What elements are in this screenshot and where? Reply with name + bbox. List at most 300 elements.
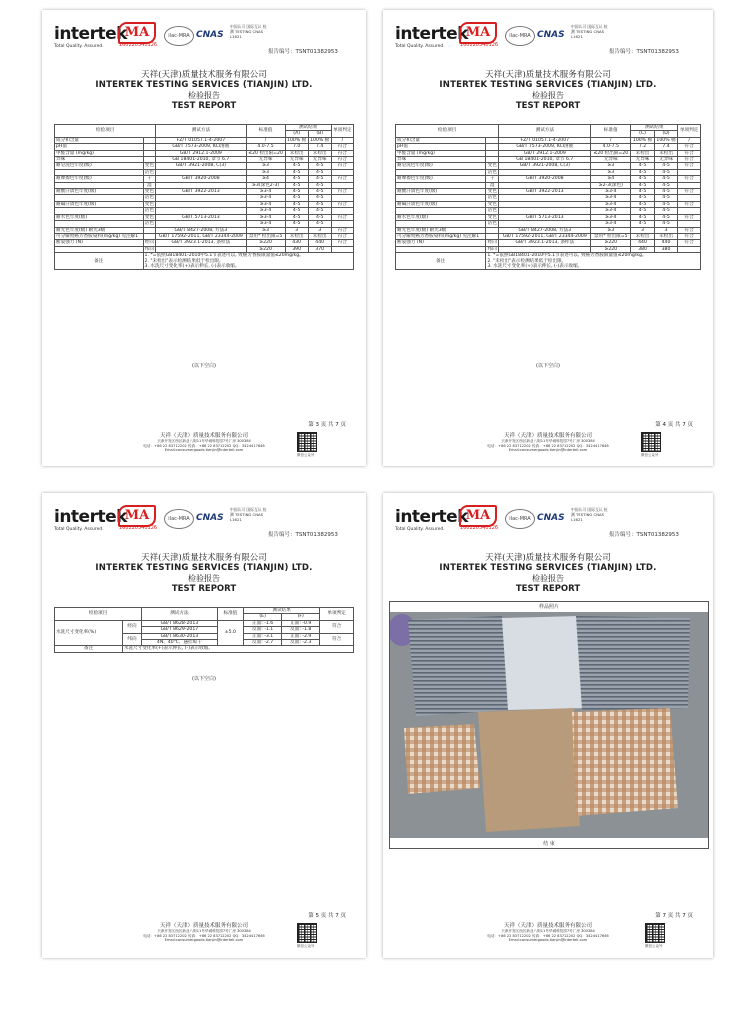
table-cell: 符合	[331, 214, 353, 220]
table-cell: GB/T 5713-2013	[499, 214, 591, 220]
header-cell: 单项判定	[678, 125, 701, 138]
result-cell: 正面: -3.1	[244, 633, 282, 639]
table-cell: 可分解致癌芳香胺染料(mg/kg) 见注解1	[55, 233, 144, 239]
ma-certification-logo: MA 160220340126	[455, 505, 499, 531]
report-header: intertek Total Quality. Assured. MA 160220340126 ilac-MRA CNAS 中国认可 国际互认 检测 TESTING CNAS L1621 报告编号：TSNT01382953	[54, 507, 338, 538]
table-cell: 禁用* 检出限=5	[591, 233, 631, 239]
table-cell: 100% 棉	[310, 137, 330, 143]
table-cell: 370	[308, 246, 331, 252]
notes-cell	[486, 253, 701, 270]
header-cell: 测试结果	[285, 125, 331, 131]
method-cell: 4N、40℃、悬挂晾干	[142, 640, 218, 646]
table-cell: 可分解致癌芳香胺染料(mg/kg) 见注解1	[396, 233, 486, 239]
table-cell: GB/T 3923.1-2013, 条样法	[156, 240, 246, 246]
table-cell: 100% 棉	[631, 137, 655, 143]
report-titles: 天祥(天津)质量技术服务有限公司 INTERTEK TESTING SERVICES (TIANJIN) LTD. 检验报告 TEST REPORT	[95, 70, 313, 111]
table-cell: 4-5	[285, 201, 308, 207]
table-cell: 4.0-7.5	[246, 144, 285, 150]
report-titles: 天祥(天津)质量技术服务有限公司 INTERTEK TESTING SERVICES (TIANJIN) LTD. 检验报告 TEST REPORT	[95, 553, 313, 594]
notes-cell: 水洗尺寸变化率(+)表示伸长, (-)表示收缩。	[122, 646, 353, 652]
table-cell: 4-5	[308, 221, 331, 227]
method-cell: GB/T 8629-2017	[142, 627, 218, 633]
table-cell: 耐酸汗渍色牢度(级)	[396, 189, 486, 195]
test-results-table	[395, 124, 701, 270]
table-cell: 4-5	[631, 176, 655, 182]
table-cell: 7.2	[631, 144, 655, 150]
table-cell: 沾色	[144, 221, 154, 227]
table-cell: ≥3-4	[591, 214, 631, 220]
table-cell: 符合	[678, 240, 701, 246]
table-cell: GB/T 3921-2008, C(3)	[156, 163, 246, 169]
table-cell: 符合	[331, 240, 353, 246]
cnas-logo: CNAS	[196, 513, 224, 523]
cnas-text: 中国认可 国际互认 检测 TESTING CNAS L1621	[230, 24, 267, 39]
table-cell: 耐光色牢度(级) 耐光3级	[55, 227, 144, 233]
page-number: 第 5 页 共 7 页	[308, 913, 346, 919]
table-cell: ≥3	[591, 169, 631, 175]
table-cell: GB/T 3922-2013	[499, 189, 591, 195]
table-header-row	[396, 125, 701, 131]
table-cell: 无异味	[285, 157, 308, 163]
table-cell: 未检出	[654, 233, 678, 239]
table-cell: 未检出	[308, 233, 331, 239]
table-cell: ≥2-3(深色)	[591, 182, 631, 188]
table-cell: FZ/T 01057.1-4-2007	[499, 137, 591, 143]
table-cell: 变色	[144, 189, 154, 195]
ma-certification-logo: MA 160220340126	[455, 22, 499, 48]
table-cell: GB/T 3923.1-2013, 条样法	[499, 240, 591, 246]
table-cell: 4-5	[308, 176, 331, 182]
table-cell: 成分和含量	[55, 137, 144, 143]
blank-note: (以下空白)	[536, 363, 560, 369]
table-cell: 未检出	[285, 233, 308, 239]
report-page-7: intertek Total Quality. Assured. MA 160220340126 ilac-MRA CNAS 中国认可 国际互认 检测 TESTING CNAS L1621 报告编号：TSNT01382953 天祥(天津)质量技术服务有限公司 INTERTEK TESTING SERVICES (TIANJIN) LTD. 检验报告 TEST REPORT 样品照片 结 束 第 7 页 共 7 页 天祥（天津）质量技术服务有限公司 天津开发区西区新业八街11号华诚科技园7号厂房 300384 电话：+86 22 83712202 传真：+86 22 83712202 QQ：3424417646 Email:consumergoods.tianjin@intertek.com 微信公众号	[383, 493, 713, 958]
table-cell: 4-5	[308, 195, 331, 201]
table-cell: 4-5	[308, 208, 331, 214]
note-line: 3. 水洗尺寸变化率(+)表示伸长, (-)表示收缩。	[144, 263, 240, 269]
table-cell: 无异味	[246, 157, 285, 163]
direction-cell: 纬向	[122, 633, 141, 646]
table-cell: 4-5	[654, 208, 678, 214]
table-cell: ≥3	[591, 163, 631, 169]
header-cell: 检验项目	[55, 608, 142, 621]
qr-code	[641, 432, 661, 452]
table-cell: 4-5	[654, 169, 678, 175]
table-cell: 沾色	[144, 169, 154, 175]
note-line: 3. 水洗尺寸变化率(+)表示伸长, (-)表示收缩。	[487, 263, 583, 269]
table-cell: 耐碱汗渍色牢度(级)	[396, 201, 486, 207]
table-cell: 耐皂洗色牢度(级)	[396, 163, 486, 169]
report-number: 报告编号：TSNT01382953	[609, 49, 679, 55]
table-cell: 4-5	[285, 189, 308, 195]
table-cell: ≥3	[591, 227, 631, 233]
table-cell: ≥3-4	[591, 195, 631, 201]
table-cell: 7.4	[308, 144, 331, 150]
ilac-mra-logo: ilac-MRA	[164, 26, 194, 46]
table-cell: 4-5	[631, 201, 655, 207]
table-cell: 禁用* 检出限=5	[246, 233, 285, 239]
table-cell: 4-5	[654, 221, 678, 227]
photo-caption: 结 束	[543, 841, 555, 847]
ilac-mra-logo: ilac-MRA	[505, 509, 535, 529]
table-cell: /	[678, 137, 701, 143]
table-cell: GB 18401-2010, 章节 6.7	[499, 157, 591, 163]
sample-header-cell: (B)	[308, 131, 331, 137]
photo-label: 样品照片	[538, 604, 559, 610]
header-cell: 检验项目	[396, 125, 499, 138]
header-cell: 检验项目	[55, 125, 156, 138]
table-cell: ≥220	[246, 246, 285, 252]
ma-certification-logo: MA 160220340126	[114, 505, 158, 531]
table-cell: GB/T 3920-2008	[156, 176, 246, 182]
table-cell: 4-5	[631, 214, 655, 220]
table-cell: 变色	[487, 189, 497, 195]
table-cell: GB 18401-2010, 章节 6.7	[156, 157, 246, 163]
table-cell: 符合	[678, 201, 701, 207]
table-cell: 4-5	[631, 221, 655, 227]
footer-company: 天祥（天津）质量技术服务有限公司	[159, 923, 248, 929]
table-cell: 沾色	[487, 195, 497, 201]
table-cell: 4-5	[654, 176, 678, 182]
table-cell: 符合	[678, 163, 701, 169]
header-cell: 测试结果	[631, 125, 678, 131]
table-cell: 4-5	[285, 214, 308, 220]
table-cell: 无异味	[654, 157, 678, 163]
table-cell: 440	[631, 240, 655, 246]
table-cell: GB/T 7573-2009, KCl溶液	[156, 144, 246, 150]
table-cell: ≥3-4	[591, 201, 631, 207]
table-cell: ≥3-4	[246, 214, 285, 220]
result-cell: 反面: -2.7	[244, 640, 282, 646]
blank-note: (以下空白)	[192, 676, 216, 682]
table-cell: ≥3	[246, 169, 285, 175]
notes-row	[55, 253, 354, 270]
note-line: 2. "未检出"表示检测结果低于检出限。	[487, 258, 567, 264]
item-cell: 水洗尺寸变化率(%)	[55, 620, 123, 646]
table-cell: 甲醛含量 (mg/kg)	[55, 150, 144, 156]
table-cell: 沾色	[144, 208, 154, 214]
table-cell: GB/T 17592-2011, GB/T 23344-2009	[499, 233, 591, 239]
result-cell: 反面: -1.1	[244, 627, 282, 633]
report-page-4: intertek Total Quality. Assured. MA 160220340126 ilac-MRA CNAS 中国认可 国际互认 检测 TESTING CNAS L1621 报告编号：TSNT01382953 天祥(天津)质量技术服务有限公司 INTERTEK TESTING SERVICES (TIANJIN) LTD. 检验报告 TEST REPORT 检验项目 测试方法 标准值 测试结果 单项判定 (C) (D) 成分和含量 FZ/T 01057.1-4-2007 / 100% 棉 100% 棉 / pH值 GB/T 7573-2009, KCl溶液 4.0-7.5 7.2 7.4 符合 甲醛含量 (mg/kg) GB/T 2912.1-2009 ≤20 检出限=20 未检出 未检出 符合 异味 GB 18401-2010, 章节 6.7 无异味 无异味 无异味 符合 耐皂洗色牢度(级) 变色 GB/T 3921-2008, C(3) ≥3 4-5 4-5 符合 沾色 ≥3 4-5 4-5 耐摩擦色牢度(级) 干 GB/T 3920-2008 ≥4 4-5 4-5 符合 湿 ≥2-3(深色) 4-5 4-5 耐酸汗渍色牢度(级) 变色 GB/T 3922-2013 ≥3-4 4-5 4-5 符合 沾色 ≥3-4 4-5 4-5 耐碱汗渍色牢度(级) 变色 ≥3-4 4-5 4-5 符合 沾色 ≥3-4 4-5 4-5 耐水色牢度(级) 变色 GB/T 5713-2013 ≥3-4 4-5 4-5 符合 沾色 ≥3-4 4-5 4-5 耐光色牢度(级) 耐光3级 GB/T 8427-2008, 方法3 ≥3 3 3 符合 可分解致癌芳香胺染料(mg/kg) 见注解1 GB/T 17592-2011, GB/T 23344-2009 禁用* 检出限=5 未检出 未检出 符合 断裂强力 (N) 经向 GB/T 3923.1-2013, 条样法 ≥220 440 440 符合 纬向 ≥220 380 380 备注 1. *=依照GB18401-2010中5.1节表述可以, 致癌芳香胺限量值≤20mg/kg。 2. "未检出"表示检测结果低于检出限。 3. 水洗尺寸变化率(+)表示伸长, (-)表示收缩。 (以下空白) 第 4 页 共 7 页 天祥（天津）质量技术服务有限公司 天津开发区西区新业八街11号华诚科技园7号厂房 300384 电话：+86 22 83712202 传真：+86 22 83712202 QQ：3424417646 Email:consumergoods.tianjin@intertek.com 微信公众号	[383, 10, 713, 466]
result-cell: 正面: -0.9	[282, 620, 320, 626]
table-cell: 3	[654, 227, 678, 233]
table-cell: 4-5	[285, 221, 308, 227]
table-cell: 未检出	[631, 150, 655, 156]
notes-cell	[143, 253, 353, 270]
footer-contacts: 天津开发区西区新业八街11号华诚科技园7号厂房 300384 电话：+86 22 83712202 传真：+86 22 83712202 QQ：3424417646 Email:consumergoods.tianjin@intertek.com	[487, 929, 609, 943]
header-cell: 单项判定	[331, 125, 353, 138]
intertek-logo: intertek	[395, 24, 468, 44]
table-cell: 4-5	[308, 169, 331, 175]
table-cell: 耐酸汗渍色牢度(级)	[55, 189, 144, 195]
table-cell: 经向	[144, 240, 154, 246]
sample-header-cell: (C)	[631, 131, 655, 137]
ilac-mra-logo: ilac-MRA	[505, 26, 535, 46]
table-cell: 4-5	[654, 201, 678, 207]
table-cell: GB/T 3920-2008	[499, 176, 591, 182]
table-cell: 干	[486, 176, 499, 182]
table-cell: ≥3-4	[591, 208, 631, 214]
shrinkage-table	[54, 607, 354, 653]
table-cell: 符合	[331, 157, 353, 163]
result-cell: 正面: -2.9	[282, 633, 320, 639]
table-cell: ≥3	[246, 227, 285, 233]
table-cell: 4-5	[285, 169, 308, 175]
table-cell: ≥3-4	[246, 201, 285, 207]
notes-row	[396, 253, 701, 270]
table-cell: 变色	[144, 163, 154, 169]
table-cell: 430	[285, 240, 308, 246]
table-cell: GB/T 2912.1-2009	[156, 150, 246, 156]
header-cell: 标准值	[591, 125, 631, 138]
header-cell: 标准值	[246, 125, 285, 138]
header-cell: 测试方法	[156, 125, 246, 138]
table-cell: 耐摩擦色牢度(级)	[55, 176, 144, 182]
header-cell: 测试方法	[142, 608, 218, 621]
table-cell: 符合	[331, 163, 353, 169]
fabric-samples-image	[390, 612, 708, 838]
qr-code	[297, 432, 317, 452]
header-cell: 标准值	[217, 608, 243, 621]
table-cell: 符合	[678, 233, 701, 239]
notes-label: 备注	[55, 646, 123, 652]
table-cell: 符合	[678, 189, 701, 195]
page-number: 第 7 页 共 7 页	[655, 913, 693, 919]
table-header-row	[55, 125, 354, 131]
table-cell: 4-5	[308, 182, 331, 188]
table-cell: 变色	[487, 214, 497, 220]
note-line: 1. *=依照GB18401-2010中5.1节表述可以, 致癌芳香胺限量值≤20mg/kg。	[487, 253, 647, 259]
intertek-tagline: Total Quality. Assured.	[54, 44, 104, 49]
standard-cell: ±5.0	[217, 620, 243, 646]
direction-cell: 经向	[122, 620, 141, 633]
table-cell: 符合	[331, 189, 353, 195]
table-cell: 符合	[678, 176, 701, 182]
table-cell: 4-5	[654, 195, 678, 201]
table-cell: 4-5	[308, 214, 331, 220]
cnas-logo: CNAS	[537, 30, 565, 40]
table-cell: GB/T 7573-2009, KCl溶液	[499, 144, 591, 150]
table-cell: 4-5	[654, 182, 678, 188]
table-cell: 4-5	[654, 189, 678, 195]
table-cell: ≥3(深色2-3)	[246, 182, 285, 188]
table-cell: 未检出	[285, 150, 308, 156]
cnas-logo: CNAS	[196, 30, 224, 40]
intertek-logo: intertek	[395, 507, 468, 527]
report-header: intertek Total Quality. Assured. MA 160220340126 ilac-MRA CNAS 中国认可 国际互认 检测 TESTING CNAS L1621 报告编号：TSNT01382953	[395, 24, 679, 55]
table-cell: 纬向	[487, 246, 497, 252]
table-cell: 符合	[331, 176, 353, 182]
table-cell: ≥3-4	[591, 221, 631, 227]
table-cell: 未检出	[308, 150, 331, 156]
table-cell: 耐水色牢度(级)	[55, 214, 144, 220]
notes-label: 备注	[55, 253, 144, 270]
table-cell: 变色	[487, 163, 497, 169]
sample-header-cell: (E)	[244, 614, 282, 620]
table-cell: ≥3	[246, 163, 285, 169]
table-cell: 纬向	[144, 246, 154, 252]
table-cell: 4.0-7.5	[591, 144, 631, 150]
table-cell: /	[591, 137, 631, 143]
table-cell: 4-5	[631, 195, 655, 201]
notes-label: 备注	[396, 253, 486, 270]
report-titles: 天祥(天津)质量技术服务有限公司 INTERTEK TESTING SERVICES (TIANJIN) LTD. 检验报告 TEST REPORT	[439, 70, 657, 111]
table-cell: ≤20 检出限=20	[246, 150, 285, 156]
report-number: 报告编号：TSNT01382953	[609, 532, 679, 538]
table-cell: ≥3-4	[591, 189, 631, 195]
report-titles: 天祥(天津)质量技术服务有限公司 INTERTEK TESTING SERVICES (TIANJIN) LTD. 检验报告 TEST REPORT	[439, 553, 657, 594]
page-number: 第 3 页 共 7 页	[308, 422, 346, 428]
table-cell: 符合	[331, 227, 353, 233]
header-cell: 测试结果	[244, 608, 320, 614]
table-cell: 390	[285, 246, 308, 252]
table-cell: 符合	[331, 144, 353, 150]
table-cell: ≥3-4	[246, 221, 285, 227]
footer-company: 天祥（天津）质量技术服务有限公司	[159, 433, 248, 439]
table-cell: 440	[308, 240, 331, 246]
qr-code	[645, 923, 665, 943]
footer-company: 天祥（天津）质量技术服务有限公司	[503, 923, 592, 929]
table-cell: /	[331, 137, 353, 143]
sample-header-cell: (F)	[282, 614, 320, 620]
sample-photo-frame	[389, 601, 709, 849]
table-cell: 4-5	[308, 189, 331, 195]
table-cell: 4-5	[285, 182, 308, 188]
table-cell: 380	[631, 246, 655, 252]
table-cell: GB/T 2912.1-2009	[499, 150, 591, 156]
report-page-3: intertek Total Quality. Assured. MA 160220340126 ilac-MRA CNAS 中国认可 国际互认 检测 TESTING CNAS L1621 报告编号：TSNT01382953 天祥(天津)质量技术服务有限公司 INTERTEK TESTING SERVICES (TIANJIN) LTD. 检验报告 TEST REPORT 检验项目 测试方法 标准值 测试结果 单项判定 (A) (B) 成分和含量 FZ/T 01057.1-4-2007 / 100% 棉 100% 棉 / pH值 GB/T 7573-2009, KCl溶液 4.0-7.5 7.0 7.4 符合 甲醛含量 (mg/kg) GB/T 2912.1-2009 ≤20 检出限=20 未检出 未检出 符合 异味 GB 18401-2010, 章节 6.7 无异味 无异味 无异味 符合 耐皂洗色牢度(级) 变色 GB/T 3921-2008, C(3) ≥3 4-5 4-5 符合 沾色 ≥3 4-5 4-5 耐摩擦色牢度(级) 干 GB/T 3920-2008 ≥4 4-5 4-5 符合 湿 ≥3(深色2-3) 4-5 4-5 耐酸汗渍色牢度(级) 变色 GB/T 3922-2013 ≥3-4 4-5 4-5 符合 沾色 ≥3-4 4-5 4-5 耐碱汗渍色牢度(级) 变色 ≥3-4 4-5 4-5 符合 沾色 ≥3-4 4-5 4-5 耐水色牢度(级) 变色 GB/T 5713-2013 ≥3-4 4-5 4-5 符合 沾色 ≥3-4 4-5 4-5 耐光色牢度(级) 耐光3级 GB/T 8427-2008, 方法3 ≥3 3 3 符合 可分解致癌芳香胺染料(mg/kg) 见注解1 GB/T 17592-2011, GB/T 23344-2009 禁用* 检出限=5 未检出 未检出 符合 断裂强力 (N) 经向 GB/T 3923.1-2013, 条样法 ≥220 430 440 符合 纬向 ≥220 390 370 备注 1. *=依照GB18401-2010中5.1节表述可以, 致癌芳香胺限量值≤20mg/kg。 2. "未检出"表示检测结果低于检出限。 3. 水洗尺寸变化率(+)表示伸长, (-)表示收缩。 (以下空白) 第 3 页 共 7 页 天祥（天津）质量技术服务有限公司 天津开发区西区新业八街11号华诚科技园7号厂房 300384 电话：+86 22 83712202 传真：+86 22 83712202 QQ：3424417646 Email:consumergoods.tianjin@intertek.com 微信公众号	[42, 10, 366, 466]
table-cell: ≥220	[591, 246, 631, 252]
table-cell: 符合	[678, 214, 701, 220]
table-cell: 断裂强力 (N)	[396, 240, 486, 246]
table-cell: 4-5	[631, 169, 655, 175]
table-cell: 耐皂洗色牢度(级)	[55, 163, 144, 169]
table-cell: 甲醛含量 (mg/kg)	[396, 150, 486, 156]
table-cell: 无异味	[591, 157, 631, 163]
table-cell: /	[246, 137, 285, 143]
table-cell: 3	[308, 227, 331, 233]
table-cell: ≥220	[591, 240, 631, 246]
table-cell: 4-5	[654, 163, 678, 169]
table-cell: 4-5	[285, 176, 308, 182]
report-header: intertek Total Quality. Assured. MA 160220340126 ilac-MRA CNAS 中国认可 国际互认 检测 TESTING CNAS L1621 报告编号：TSNT01382953	[395, 507, 679, 538]
table-cell: 符合	[678, 150, 701, 156]
intertek-logo: intertek	[54, 507, 127, 527]
ma-certification-logo: MA 160220340126	[114, 22, 158, 48]
report-page-5: intertek Total Quality. Assured. MA 160220340126 ilac-MRA CNAS 中国认可 国际互认 检测 TESTING CNAS L1621 报告编号：TSNT01382953 天祥(天津)质量技术服务有限公司 INTERTEK TESTING SERVICES (TIANJIN) LTD. 检验报告 TEST REPORT 检验项目 测试方法 标准值 测试结果 单项判定 (E) (F) 水洗尺寸变化率(%) 经向 GB/T 8628-2013 ±5.0 正面: -1.6 正面: -0.9 符合 GB/T 8629-2017 反面: -1.1 反面: -1.8 纬向 GB/T 8630-2013 正面: -3.1 正面: -2.9 符合 4N、40℃、悬挂晾干 反面: -2.7 反面: -2.3 备注 水洗尺寸变化率(+)表示伸长, (-)表示收缩。 (以下空白) 第 5 页 共 7 页 天祥（天津）质量技术服务有限公司 天津开发区西区新业八街11号华诚科技园7号厂房 300384 电话：+86 22 83712202 传真：+86 22 83712202 QQ：3424417646 Email:consumergoods.tianjin@intertek.com 微信公众号	[42, 493, 366, 958]
table-cell: 异味	[396, 157, 486, 163]
table-cell: 4-5	[308, 201, 331, 207]
result-cell: 反面: -2.3	[282, 640, 320, 646]
blank-note: (以下空白)	[192, 363, 216, 369]
verdict-cell: 符合	[320, 620, 354, 633]
table-cell: 沾色	[487, 169, 497, 175]
table-cell: 3	[631, 227, 655, 233]
table-cell: 无异味	[631, 157, 655, 163]
table-cell: 7.0	[285, 144, 308, 150]
report-number: 报告编号：TSNT01382953	[268, 49, 338, 55]
table-cell: ≥3-4	[246, 189, 285, 195]
result-cell: 反面: -1.8	[282, 627, 320, 633]
table-cell: 未检出	[631, 233, 655, 239]
table-cell: 沾色	[487, 221, 497, 227]
table-cell: GB/T 8427-2008, 方法3	[156, 227, 246, 233]
table-cell: 成分和含量	[396, 137, 486, 143]
table-cell: 符合	[678, 157, 701, 163]
footer-company: 天祥（天津）质量技术服务有限公司	[503, 433, 592, 439]
table-cell: 符合	[331, 150, 353, 156]
table-cell: 湿	[143, 182, 156, 188]
table-cell: GB/T 5713-2013	[156, 214, 246, 220]
table-cell: 380	[654, 246, 678, 252]
cnas-logo: CNAS	[537, 513, 565, 523]
table-cell: 干	[143, 176, 156, 182]
table-cell: ≥220	[246, 240, 285, 246]
table-cell: 异味	[55, 157, 144, 163]
table-cell: 耐水色牢度(级)	[396, 214, 486, 220]
table-cell: 符合	[678, 144, 701, 150]
report-header	[54, 22, 354, 56]
table-cell: GB/T 8427-2008, 方法3	[499, 227, 591, 233]
page-number: 第 4 页 共 7 页	[655, 422, 693, 428]
table-cell: GB/T 3921-2008, C(3)	[499, 163, 591, 169]
table-cell: pH值	[55, 144, 144, 150]
table-cell: 符合	[678, 227, 701, 233]
table-cell: 100% 棉	[654, 137, 678, 143]
footer-contacts: 天津开发区西区新业八街11号华诚科技园7号厂房 300384 电话：+86 22 83712202 传真：+86 22 83712202 QQ：3424417646 Email:consumergoods.tianjin@intertek.com	[487, 439, 609, 453]
header-cell: 单项判定	[320, 608, 354, 621]
table-cell: 4-5	[631, 182, 655, 188]
footer-contacts: 天津开发区西区新业八街11号华诚科技园7号厂房 300384 电话：+86 22 83712202 传真：+86 22 83712202 QQ：3424417646 Email:consumergoods.tianjin@intertek.com	[143, 439, 265, 453]
table-cell: 符合	[331, 201, 353, 207]
table-cell: 无异味	[308, 157, 331, 163]
result-cell: 正面: -1.6	[244, 620, 282, 626]
table-cell: 4-5	[631, 208, 655, 214]
sample-photo	[390, 612, 708, 838]
table-cell: 变色	[144, 201, 154, 207]
table-cell: 沾色	[487, 208, 497, 214]
table-cell: FZ/T 01057.1-4-2007	[156, 137, 246, 143]
table-cell: 变色	[144, 214, 154, 220]
table-cell: 耐光色牢度(级) 耐光3级	[396, 227, 486, 233]
verdict-cell: 符合	[320, 633, 354, 646]
table-cell: 断裂强力 (N)	[55, 240, 144, 246]
table-cell: 4-5	[654, 214, 678, 220]
table-cell: 4-5	[308, 163, 331, 169]
method-cell: GB/T 8630-2013	[142, 633, 218, 639]
note-line: 2. "未检出"表示检测结果低于检出限。	[144, 258, 224, 264]
report-number: 报告编号：TSNT01382953	[268, 532, 338, 538]
table-cell: 440	[654, 240, 678, 246]
table-cell: 4-5	[285, 208, 308, 214]
table-cell: 耐摩擦色牢度(级)	[396, 176, 486, 182]
method-cell: GB/T 8628-2013	[142, 620, 218, 626]
ilac-mra-logo: ilac-MRA	[164, 509, 194, 529]
table-cell: GB/T 17592-2011, GB/T 23344-2009	[156, 233, 246, 239]
table-cell: 4-5	[631, 189, 655, 195]
table-cell: 湿	[486, 182, 499, 188]
table-cell: 4-5	[631, 163, 655, 169]
table-cell: ≥3-4	[246, 195, 285, 201]
table-cell: pH值	[396, 144, 486, 150]
table-cell: 3	[285, 227, 308, 233]
qr-code	[297, 923, 317, 943]
footer-contacts: 天津开发区西区新业八街11号华诚科技园7号厂房 300384 电话：+86 22 83712202 传真：+86 22 83712202 QQ：3424417646 Email:consumergoods.tianjin@intertek.com	[143, 929, 265, 943]
table-cell: ≥3-4	[246, 208, 285, 214]
table-cell: 变色	[487, 201, 497, 207]
header-cell: 测试方法	[499, 125, 591, 138]
